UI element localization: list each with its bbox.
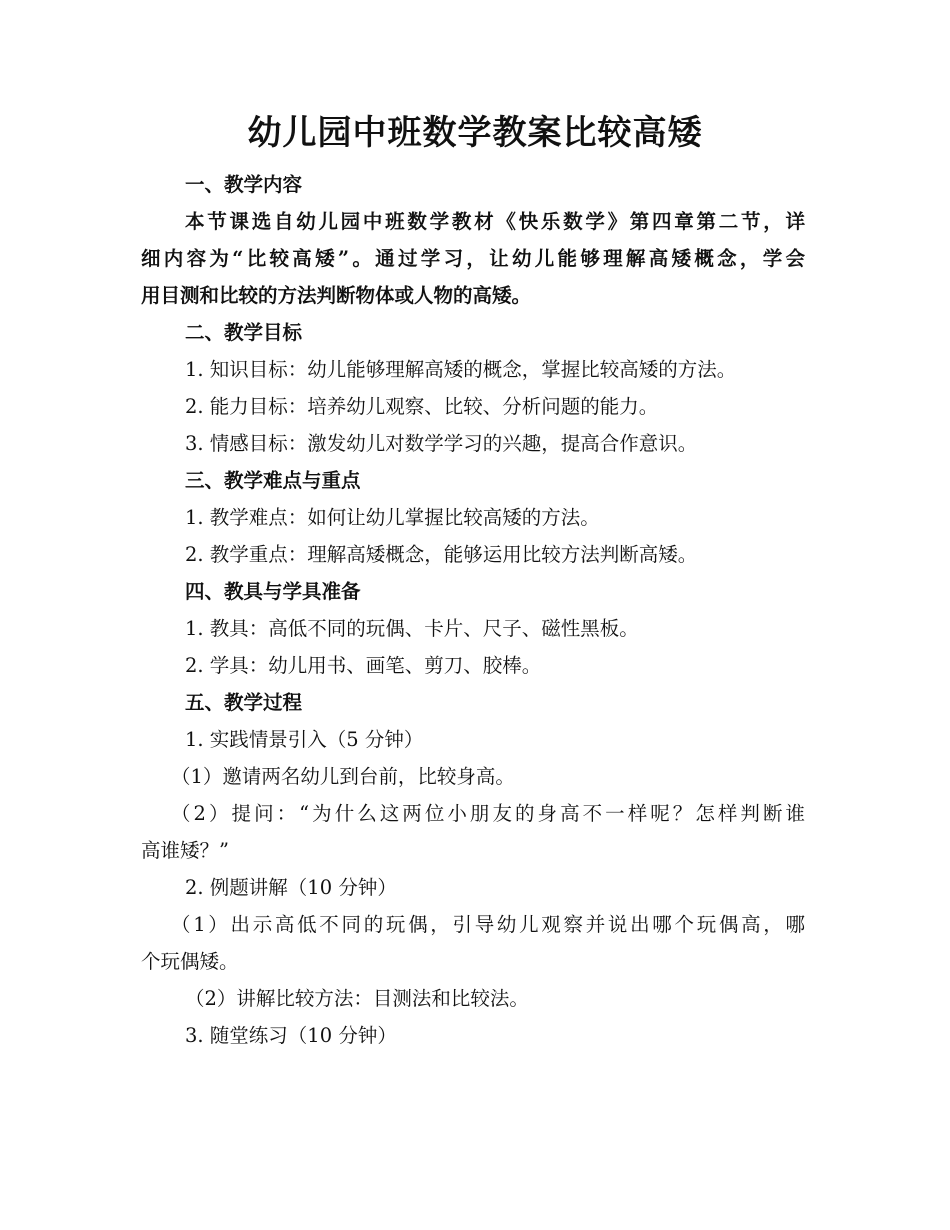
list-item: 1. 教具：高低不同的玩偶、卡片、尺子、磁性黑板。 <box>185 617 639 640</box>
section-heading-materials: 四、教具与学具准备 <box>185 580 361 603</box>
list-item: 2. 学具：幼儿用书、画笔、剪刀、胶棒。 <box>185 654 542 677</box>
process-substep: （1）出示高低不同的玩偶，引导幼儿观察并说出哪个玩偶高，哪 <box>171 913 805 936</box>
process-substep: （2）讲解比较方法：目测法和比较法。 <box>185 987 529 1010</box>
process-step: 3. 随堂练习（10 分钟） <box>185 1024 397 1047</box>
process-substep: （2）提问：“为什么这两位小朋友的身高不一样呢？怎样判断谁 <box>171 802 805 825</box>
paragraph-line: 细内容为“比较高矮”。通过学习，让幼儿能够理解高矮概念，学会 <box>141 247 805 270</box>
document-title: 幼儿园中班数学教案比较高矮 <box>247 113 703 153</box>
paragraph-line: 本节课选自幼儿园中班数学教材《快乐数学》第四章第二节，详 <box>185 210 805 233</box>
list-item: 2. 教学重点：理解高矮概念，能够运用比较方法判断高矮。 <box>185 543 698 566</box>
process-step: 1. 实践情景引入（5 分钟） <box>185 728 424 751</box>
process-step: 2. 例题讲解（10 分钟） <box>185 876 397 899</box>
section-heading-process: 五、教学过程 <box>185 691 303 714</box>
list-item: 3. 情感目标：激发幼儿对数学学习的兴趣，提高合作意识。 <box>185 432 698 455</box>
list-item: 2. 能力目标：培养幼儿观察、比较、分析问题的能力。 <box>185 395 659 418</box>
list-item: 1. 知识目标：幼儿能够理解高矮的概念，掌握比较高矮的方法。 <box>185 358 737 381</box>
process-substep-continuation: 个玩偶矮。 <box>141 950 239 973</box>
section-heading-content: 一、教学内容 <box>185 173 303 196</box>
document-body <box>141 166 805 1054</box>
process-substep: （1）邀请两名幼儿到台前，比较身高。 <box>171 765 515 788</box>
section-heading-difficulties: 三、教学难点与重点 <box>185 469 361 492</box>
paragraph-line: 用目测和比较的方法判断物体或人物的高矮。 <box>141 284 532 307</box>
list-item: 1. 教学难点：如何让幼儿掌握比较高矮的方法。 <box>185 506 600 529</box>
section-heading-goals: 二、教学目标 <box>185 321 303 344</box>
process-substep-continuation: 高谁矮？” <box>141 839 229 862</box>
